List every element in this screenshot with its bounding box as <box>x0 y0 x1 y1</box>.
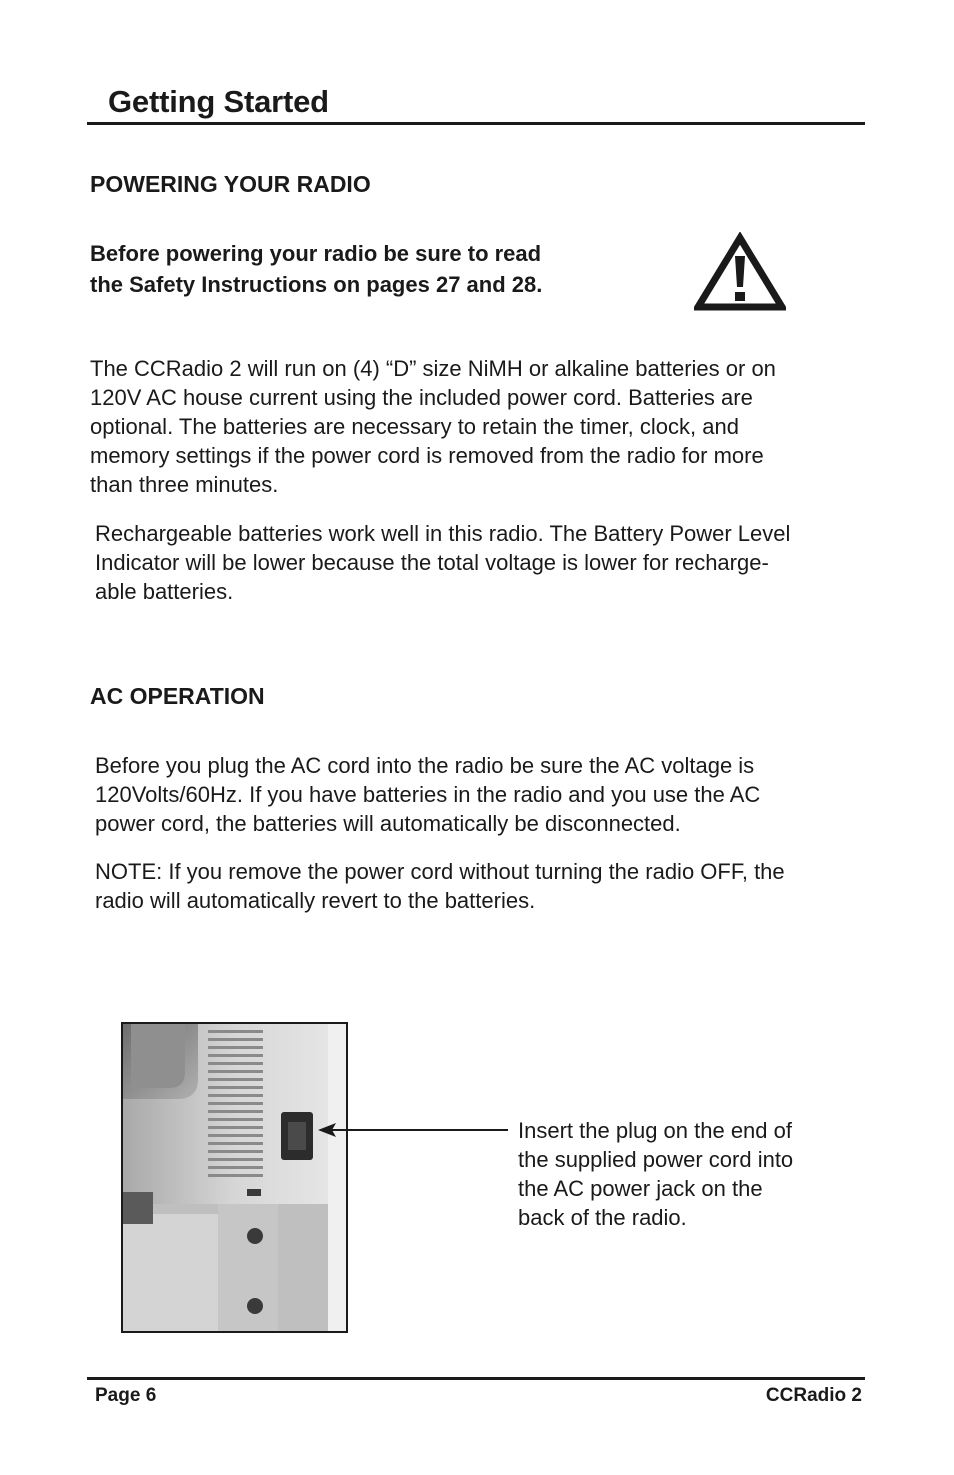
warning-triangle-icon <box>694 232 786 312</box>
caption-line: back of the radio. <box>518 1205 687 1230</box>
paragraph-line: memory settings if the power cord is removed from the radio for more <box>90 443 764 468</box>
caption-line: the AC power jack on the <box>518 1176 763 1201</box>
paragraph-line: able batteries. <box>95 579 234 604</box>
paragraph-line: The CCRadio 2 will run on (4) “D” size NiMH or alkaline batteries or on <box>90 356 776 381</box>
paragraph-power-sources <box>90 354 870 499</box>
paragraph-line: Rechargeable batteries work well in this radio. The Battery Power Level <box>95 521 791 546</box>
model-name: CCRadio 2 <box>765 1385 862 1406</box>
paragraph-note <box>95 857 875 915</box>
paragraph-line: 120Volts/60Hz. If you have batteries in the radio and you use the AC <box>95 782 761 807</box>
paragraph-line: optional. The batteries are necessary to retain the timer, clock, and <box>90 414 739 439</box>
safety-warning <box>90 238 630 300</box>
page-number: Page 6 <box>95 1385 157 1406</box>
paragraph-line: Indicator will be lower because the total voltage is lower for recharge- <box>95 550 769 575</box>
paragraph-rechargeable <box>95 519 875 606</box>
paragraph-ac-voltage <box>95 751 875 838</box>
footer-rule <box>87 1377 865 1380</box>
safety-warning-line: Before powering your radio be sure to read <box>90 241 542 266</box>
figure-caption <box>518 1116 848 1232</box>
paragraph-line: radio will automatically revert to the batteries. <box>95 888 536 913</box>
pointer-arrow <box>318 1120 510 1140</box>
section-heading-ac: AC OPERATION <box>90 683 265 709</box>
safety-warning-line: the Safety Instructions on pages 27 and 28. <box>90 272 543 297</box>
paragraph-line: NOTE: If you remove the power cord without turning the radio OFF, the <box>95 859 785 884</box>
paragraph-line: than three minutes. <box>90 472 279 497</box>
page-title: Getting Started <box>108 84 329 119</box>
section-heading-powering: POWERING YOUR RADIO <box>90 171 371 197</box>
radio-back-illustration <box>123 1024 346 1331</box>
radio-back-photo <box>121 1022 348 1333</box>
title-rule <box>87 122 865 125</box>
paragraph-line: Before you plug the AC cord into the radio be sure the AC voltage is <box>95 753 755 778</box>
caption-line: Insert the plug on the end of <box>518 1118 792 1143</box>
caption-line: the supplied power cord into <box>518 1147 794 1172</box>
paragraph-line: power cord, the batteries will automatically be disconnected. <box>95 811 681 836</box>
paragraph-line: 120V AC house current using the included power cord. Batteries are <box>90 385 753 410</box>
